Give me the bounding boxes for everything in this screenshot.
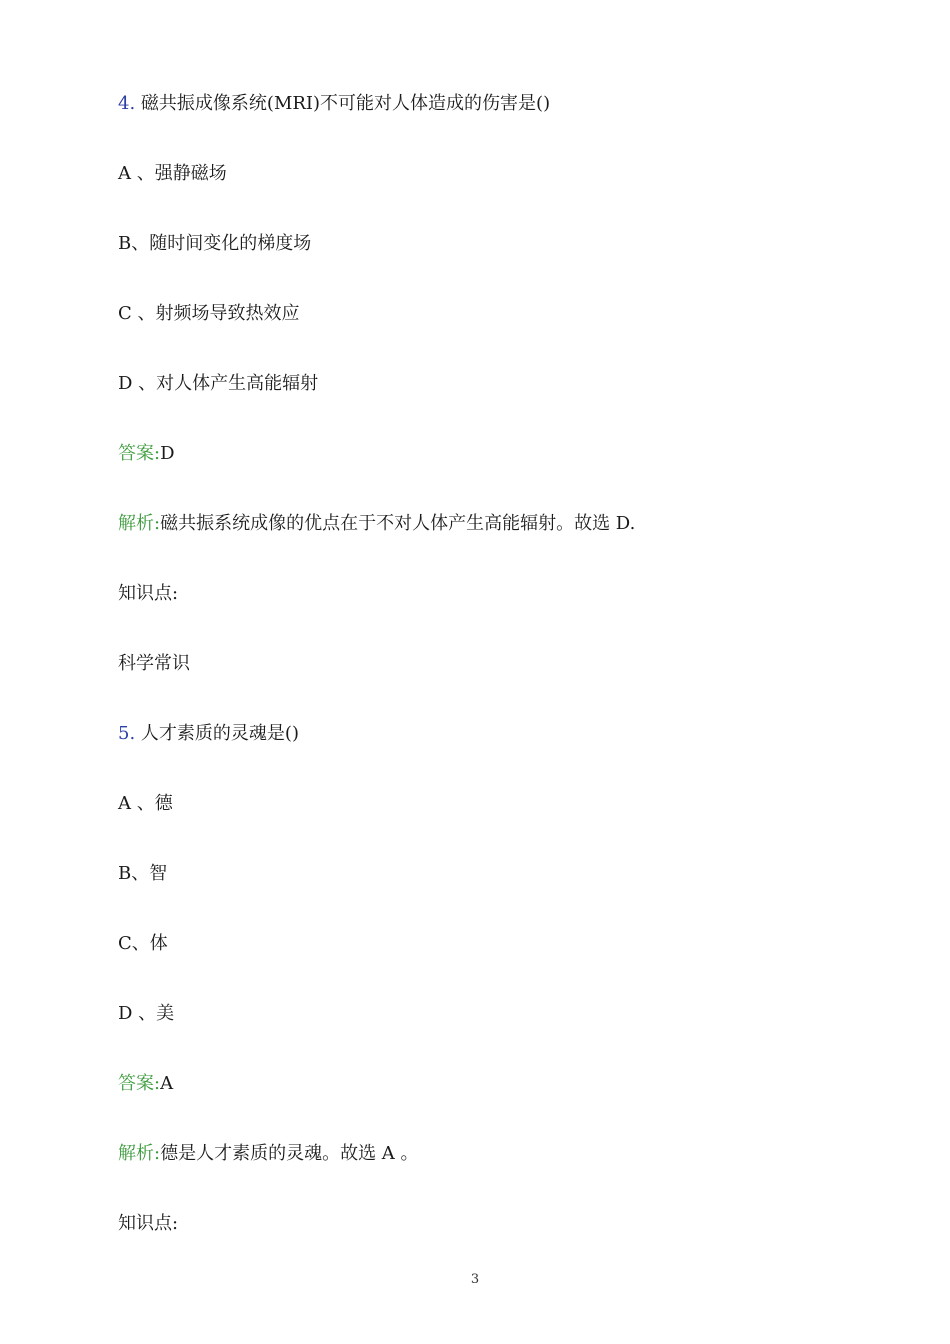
question-text: 人才素质的灵魂是(): [140, 723, 299, 744]
answer-value: A: [160, 1073, 174, 1094]
question-4-knowledge-label: 知识点:: [118, 583, 179, 604]
question-number-separator: .: [129, 723, 136, 744]
question-4-option-b: [118, 232, 311, 256]
question-4-answer: [118, 442, 175, 466]
question-4-stem: [118, 92, 550, 116]
option-text: 射频场导致热效应: [155, 303, 300, 324]
option-letter: B: [118, 233, 132, 254]
analysis-text: 磁共振系统成像的优点在于不对人体产生高能辐射。故选 D.: [160, 513, 636, 534]
question-5-option-c: [118, 932, 168, 956]
analysis-label: 解析:: [118, 513, 161, 534]
analysis-text: 德是人才素质的灵魂。故选 A 。: [160, 1143, 419, 1164]
page-number: 3: [470, 1272, 480, 1287]
answer-value: D: [160, 443, 175, 464]
option-text: 强静磁场: [154, 163, 227, 184]
question-5-option-d: [118, 1002, 174, 1026]
question-5-option-a: [118, 792, 173, 816]
option-separator: 、: [136, 163, 155, 184]
option-text: 对人体产生高能辐射: [156, 373, 319, 394]
option-separator: 、: [131, 863, 150, 884]
question-4-option-c: [118, 302, 300, 326]
answer-label: 答案:: [118, 1073, 161, 1094]
option-text: 体: [149, 933, 168, 954]
option-letter: C: [118, 933, 132, 954]
option-separator: 、: [136, 793, 155, 814]
question-5-option-b: [118, 862, 167, 886]
question-5-analysis: [118, 1142, 419, 1166]
answer-label: 答案:: [118, 443, 161, 464]
option-separator: 、: [131, 233, 150, 254]
question-4-analysis: [118, 512, 635, 536]
option-separator: 、: [131, 933, 150, 954]
option-letter: A: [118, 793, 131, 814]
option-separator: 、: [138, 1003, 157, 1024]
option-letter: A: [118, 163, 131, 184]
question-number: 5: [118, 723, 130, 744]
option-letter: C: [118, 303, 132, 324]
option-separator: 、: [137, 303, 156, 324]
question-5-knowledge-label: 知识点:: [118, 1213, 179, 1234]
option-text: 美: [156, 1003, 175, 1024]
option-text: 德: [154, 793, 173, 814]
question-5-stem: [118, 722, 299, 746]
question-number-separator: .: [129, 93, 136, 114]
option-separator: 、: [138, 373, 157, 394]
option-letter: D: [118, 373, 133, 394]
question-4-knowledge-value: 科学常识: [118, 653, 190, 674]
question-4-option-d: [118, 372, 318, 396]
analysis-label: 解析:: [118, 1143, 161, 1164]
option-letter: B: [118, 863, 132, 884]
option-letter: D: [118, 1003, 133, 1024]
question-text: 磁共振成像系统(MRI)不可能对人体造成的伤害是(): [140, 93, 551, 114]
question-4-option-a: [118, 162, 227, 186]
question-5-answer: [118, 1072, 173, 1096]
option-text: 智: [149, 863, 168, 884]
option-text: 随时间变化的梯度场: [149, 233, 312, 254]
question-number: 4: [118, 93, 130, 114]
